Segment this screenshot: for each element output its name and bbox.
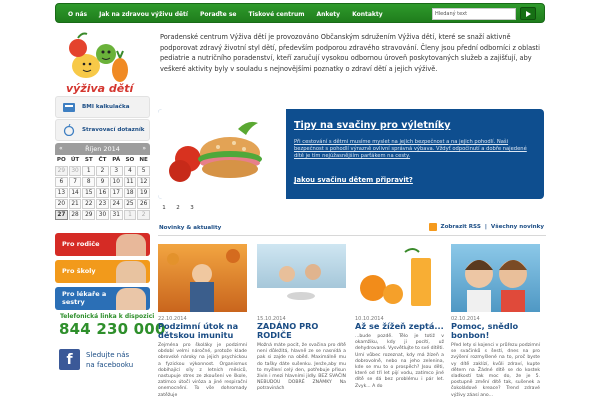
scale-icon — [62, 101, 76, 113]
separator: | — [484, 224, 487, 230]
news-card-title[interactable]: Pomoc, snědlo bonbon! — [451, 321, 519, 341]
news-card-text: Možná máte pocit, že svačina pro dítě není důležitá, hlavně ze se nasnídá a pak si zajde na oběd. Maximálně mu do tašky dáte sušenku. Jenže,aby mu to myšlení celý den, potřebuje přísun živin i mezi hlavními jídly. BEZ SVAČIN NEBUDOU DOBRÉ ZNÁMKY Na potravinách — [257, 343, 346, 392]
news-date: 02.10.2014 — [451, 316, 480, 322]
calendar-day[interactable]: 24 — [110, 199, 123, 209]
slider-title[interactable]: Tipy na svačiny pro výletníky — [294, 120, 451, 131]
calendar-weekday: PÁ — [112, 157, 121, 163]
calendar-day[interactable]: 9 — [96, 177, 109, 187]
sidebar-link-label: BMI kalkulačka — [82, 104, 130, 110]
logo-illustration-icon — [56, 30, 146, 90]
kids-image — [451, 244, 540, 312]
sandwich-image — [158, 109, 286, 199]
calendar-day[interactable]: 19 — [137, 188, 150, 198]
featured-slider — [158, 109, 544, 199]
calendar-weekday: ST — [84, 157, 93, 163]
calendar-day[interactable]: 25 — [124, 199, 137, 209]
calendar-day[interactable]: 20 — [55, 199, 68, 209]
news-header — [158, 222, 546, 236]
news-card[interactable] — [355, 244, 444, 400]
news-card[interactable] — [257, 244, 346, 400]
calendar-day[interactable]: 1 — [82, 166, 95, 176]
nav-item-tiskove-centrum[interactable]: Tiskové centrum — [248, 10, 305, 18]
facebook-link[interactable] — [58, 348, 150, 372]
orange-juice-image — [355, 244, 444, 312]
calendar-day[interactable]: 7 — [69, 177, 82, 187]
news-card-text: Zejména pro školáky je podzimní období velmi náročné, protože klade obrovské nároky na jejich psychickou a fyzickou výkonnost. Organismus dobíhající síly z letních měsíců, nastupuje stres ze zkoušení ve škole, zatímco útočí viróza a jiné respirační onemocnění. To vše dohromady zatěžuje — [158, 343, 247, 398]
nav-item-ankety[interactable]: Ankety — [316, 10, 341, 18]
news-card-title[interactable]: ZADÁNO PRO RODIČE — [257, 321, 319, 341]
facebook-text-line1: Sledujte nás — [86, 351, 130, 359]
calendar-day[interactable]: 30 — [69, 166, 82, 176]
sidebar-link-dotaznik[interactable] — [55, 119, 150, 141]
promo-pro-lekare[interactable] — [55, 287, 150, 310]
news-card-text: Před lety si kojenci v průřezu podzimní se svačinků s šestí, dnes na pro zvýšení rozmyšlené na to, proč byste vy dítě zaklízí, kvůli zdraví, kupte dětem na Žádné dítě se do kostek sladkostí tak moc do, že je 5. postupně změní dítě tak, sušenek a čokoládové kreace? Trend zdravé výživy záasí ano... — [451, 343, 540, 398]
calendar-day[interactable]: 14 — [69, 188, 82, 198]
calendar-day[interactable]: 16 — [96, 188, 109, 198]
all-news-link[interactable]: Všechny novinky — [490, 224, 544, 230]
calendar-day[interactable]: 17 — [110, 188, 123, 198]
news-date: 15.10.2014 — [257, 316, 286, 322]
apple-icon — [62, 124, 76, 136]
calendar-day[interactable]: 21 — [69, 199, 82, 209]
rss-icon — [429, 223, 437, 231]
nav-item-kontakty[interactable]: Kontakty — [352, 10, 383, 18]
calendar-day[interactable]: 5 — [137, 166, 150, 176]
calendar-day[interactable]: 13 — [55, 188, 68, 198]
news-card-title[interactable]: Až se žížeň zeptá... — [355, 321, 444, 331]
calendar-header — [55, 143, 150, 155]
promo-pro-rodice[interactable] — [55, 233, 150, 256]
calendar-day[interactable]: 6 — [55, 177, 68, 187]
calendar-day[interactable]: 18 — [124, 188, 137, 198]
slider-subtitle[interactable]: Jakou svačinu dětem připravit? — [294, 176, 413, 184]
calendar-day[interactable]: 4 — [124, 166, 137, 176]
calendar-day[interactable]: 29 — [55, 166, 68, 176]
phone-number[interactable]: 844 230 000 — [59, 320, 166, 338]
phone-label: Telefonická linka k dispozici — [60, 313, 155, 320]
calendar-day[interactable]: 30 — [96, 210, 109, 220]
calendar-grid — [55, 156, 150, 220]
nav-item-o-nas[interactable]: O nás — [68, 10, 88, 18]
calendar-weekday: PO — [56, 157, 66, 163]
facebook-text-line2: na facebooku — [86, 361, 134, 369]
news-card-text: ...bude pozdě. Tělo je totiž v okamžiku, kdy ji pocítí, už dehydrované. Vysvětlujte to své dítěti. Umí vůbec rozeznat, kdy má žízeň a dobrovolně, nebo na jeho zelenina, kde se mu to o prospěch? Jsou děti, které od tří let pijí vodu, zatímco jiné dítě se dá bez problému i pár let. Zvyk... A do — [355, 334, 444, 389]
sidebar-link-bmi[interactable] — [55, 96, 150, 118]
news-links — [429, 223, 544, 231]
top-navigation — [55, 3, 545, 23]
calendar-day[interactable]: 2 — [137, 210, 150, 220]
search-input[interactable]: Hledaný text — [432, 8, 516, 20]
calendar-day[interactable]: 27 — [55, 210, 68, 220]
nav-item-jak-na-vyzivu[interactable]: Jak na zdravou výživu dětí — [99, 10, 188, 18]
calendar-day[interactable]: 10 — [110, 177, 123, 187]
slider-text[interactable]: Při cestování s dětmi musíme myslet na jejich bezpečnost a na jejich pohodlí. Naši bezpečnost s pohodlí výrazně ovlivní správná výbava. Vždyť odpočinutí a dobře najedené dítě je tím nejúžasnějším parťákem na cesty. — [294, 139, 527, 160]
calendar-month: Říjen 2014 — [85, 145, 120, 153]
promo-label: Pro lékaře a sestry — [62, 290, 107, 306]
news-title: Novinky & aktuality — [159, 225, 222, 231]
promo-pro-skoly[interactable] — [55, 260, 150, 283]
search-button[interactable] — [520, 7, 536, 20]
news-date: 22.10.2014 — [158, 316, 187, 322]
calendar-day[interactable]: 23 — [96, 199, 109, 209]
calendar-day[interactable]: 26 — [137, 199, 150, 209]
calendar-day[interactable]: 29 — [82, 210, 95, 220]
calendar-day[interactable]: 8 — [82, 177, 95, 187]
calendar-weekday: ÚT — [70, 157, 80, 163]
pager-item[interactable]: 2 — [176, 205, 180, 211]
pager-item[interactable]: 1 — [162, 205, 166, 211]
promo-label: Pro školy — [62, 267, 96, 275]
pager-item[interactable]: 3 — [190, 205, 194, 211]
calendar-next-button[interactable]: » — [142, 145, 146, 152]
promo-label: Pro rodiče — [62, 240, 100, 248]
nav-item-poradte-se[interactable]: Poraďte se — [199, 10, 237, 18]
news-date: 10.10.2014 — [355, 316, 384, 322]
news-card[interactable] — [158, 244, 247, 400]
calendar-weekday: NE — [139, 157, 148, 163]
calendar-day[interactable]: 2 — [96, 166, 109, 176]
calendar-day[interactable]: 11 — [124, 177, 137, 187]
calendar-day[interactable]: 31 — [110, 210, 123, 220]
calendar-day[interactable]: 15 — [82, 188, 95, 198]
facebook-text — [86, 350, 133, 370]
news-card[interactable] — [451, 244, 540, 400]
autumn-child-image — [158, 244, 247, 312]
calendar-day[interactable]: 12 — [137, 177, 150, 187]
doctor-photo-icon — [116, 288, 146, 310]
nav-menu — [62, 4, 389, 24]
sidebar-link-label: Stravovací dotazník — [82, 127, 145, 133]
calendar-day[interactable]: 3 — [110, 166, 123, 176]
parents-photo-icon — [116, 234, 146, 256]
calendar-day[interactable]: 1 — [124, 210, 137, 220]
facebook-icon: f — [59, 349, 80, 370]
calendar-day[interactable]: 28 — [69, 210, 82, 220]
calendar-weekday: ČT — [98, 157, 107, 163]
intro-text: Poradenské centrum Výživa dětí je provozováno Občanským sdružením Výživa dětí, které se snaží aktivně podporovat zdravý životní styl dětí, především podporou zdravého stravování. Členy jsou přední odborníci z oblasti pediatrie a nutričního poradenství, kteří zaručují vysokou odbornou úroveň poskytovaných služeb a zajišťují, aby veškeré aktivity byly v souladu s nejnovějšími poznatky o zdraví dětí a jejich výživě. — [160, 33, 540, 73]
calendar-prev-button[interactable]: « — [59, 145, 63, 152]
rss-link[interactable]: Zobrazit RSS — [440, 224, 481, 230]
news-card-title[interactable]: Podzimní útok na dětskou imunitu — [158, 321, 239, 341]
family-meal-image — [257, 244, 346, 312]
calendar-weekday: SO — [125, 157, 135, 163]
calendar-day[interactable]: 22 — [82, 199, 95, 209]
calendar — [55, 143, 150, 225]
school-kids-photo-icon — [116, 261, 146, 283]
logo-text: výživa dětí — [66, 82, 134, 95]
slider-pager — [158, 202, 198, 214]
